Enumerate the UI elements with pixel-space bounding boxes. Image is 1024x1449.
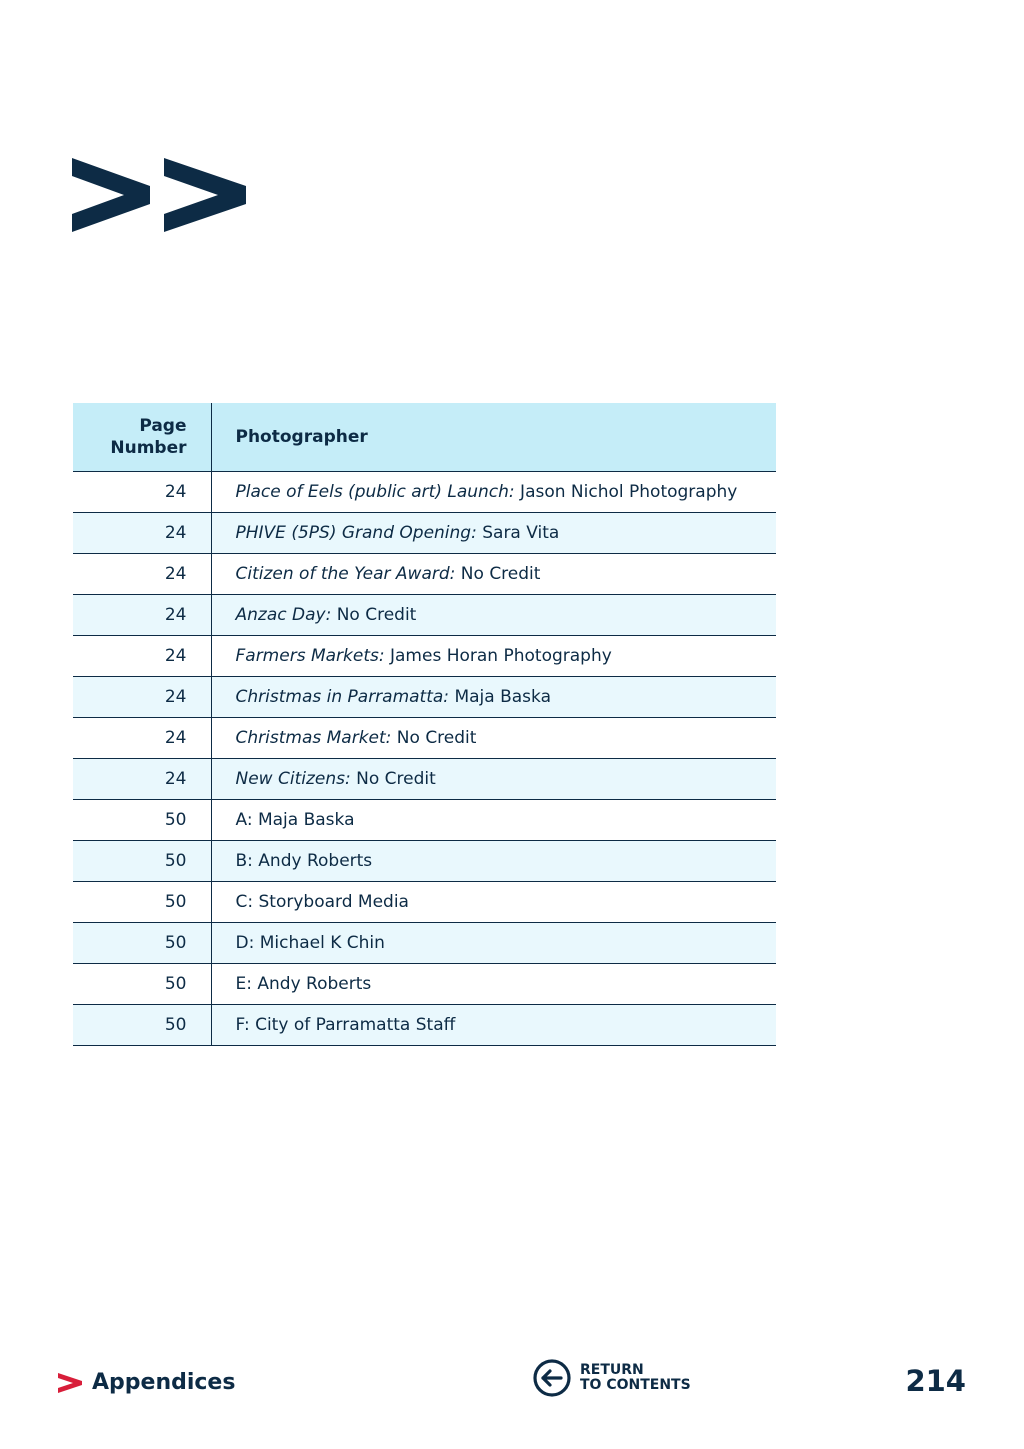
photographer-credit: No Credit — [350, 769, 436, 789]
event-name: Anzac Day: — [235, 605, 332, 625]
page-number-cell: 24 — [73, 595, 211, 636]
photographer-cell — [211, 677, 776, 718]
table-row — [73, 472, 776, 513]
photographer-cell — [211, 1005, 776, 1046]
photographer-credit: A: Maja Baska — [235, 810, 355, 830]
section-label: Appendices — [92, 1370, 236, 1395]
double-chevron-icon — [72, 158, 248, 232]
table-row — [73, 1005, 776, 1046]
event-name: PHIVE (5PS) Grand Opening: — [235, 523, 477, 543]
photographer-cell — [211, 800, 776, 841]
table-row — [73, 759, 776, 800]
page-number-cell: 50 — [73, 800, 211, 841]
event-name: New Citizens: — [235, 769, 351, 789]
photographer-cell — [211, 964, 776, 1005]
photographer-cell — [211, 636, 776, 677]
photographer-credit: E: Andy Roberts — [235, 974, 372, 994]
header-photographer: Photographer — [211, 403, 776, 472]
table-row — [73, 923, 776, 964]
event-name: Citizen of the Year Award: — [235, 564, 456, 584]
page-number-cell: 50 — [73, 882, 211, 923]
return-text-line2: TO CONTENTS — [580, 1377, 691, 1393]
table-row — [73, 841, 776, 882]
photographer-cell — [211, 513, 776, 554]
photographer-cell — [211, 554, 776, 595]
table-row — [73, 513, 776, 554]
photographer-credit: Jason Nichol Photography — [514, 482, 738, 502]
event-name: Farmers Markets: — [235, 646, 385, 666]
return-text — [580, 1363, 691, 1393]
red-chevron-icon — [58, 1373, 82, 1393]
event-name: Christmas Market: — [235, 728, 392, 748]
photographer-credit: Maja Baska — [449, 687, 551, 707]
page-number-cell: 24 — [73, 718, 211, 759]
table-row — [73, 677, 776, 718]
photographer-cell — [211, 841, 776, 882]
table-header-row — [73, 403, 776, 472]
table-row — [73, 800, 776, 841]
page-number-cell: 50 — [73, 964, 211, 1005]
photographer-cell — [211, 472, 776, 513]
table-row — [73, 964, 776, 1005]
table-row — [73, 554, 776, 595]
photographer-credit: No Credit — [391, 728, 477, 748]
page-number-cell: 50 — [73, 841, 211, 882]
page-number: 214 — [905, 1364, 966, 1398]
page-number-cell: 50 — [73, 1005, 211, 1046]
photographer-cell — [211, 718, 776, 759]
photographer-credit: Sara Vita — [476, 523, 560, 543]
event-name: Christmas in Parramatta: — [235, 687, 450, 707]
table-row — [73, 882, 776, 923]
photographer-credit: No Credit — [331, 605, 417, 625]
header-page-number — [73, 403, 211, 472]
return-text-line1: RETURN — [580, 1362, 644, 1378]
photographer-credit: B: Andy Roberts — [235, 851, 373, 871]
table-body — [73, 472, 776, 1046]
page-number-cell: 24 — [73, 636, 211, 677]
table-row — [73, 718, 776, 759]
page-number-cell: 24 — [73, 759, 211, 800]
photographer-cell — [211, 595, 776, 636]
page-number-cell: 24 — [73, 554, 211, 595]
table-row — [73, 636, 776, 677]
photographer-credit: No Credit — [455, 564, 541, 584]
photographer-credit: James Horan Photography — [384, 646, 612, 666]
event-name: Place of Eels (public art) Launch: — [235, 482, 515, 502]
table-row — [73, 595, 776, 636]
photographer-cell — [211, 759, 776, 800]
return-to-contents-link[interactable] — [532, 1358, 691, 1398]
photographer-cell — [211, 882, 776, 923]
photo-credits-table — [73, 403, 776, 1046]
photographer-credit: D: Michael K Chin — [235, 933, 385, 953]
page-number-cell: 50 — [73, 923, 211, 964]
page-number-cell: 24 — [73, 472, 211, 513]
photographer-credit: C: Storyboard Media — [235, 892, 409, 912]
footer-section — [58, 1370, 235, 1395]
page-number-cell: 24 — [73, 513, 211, 554]
header-page-number-label: Page Number — [110, 416, 187, 458]
arrow-left-circle-icon — [532, 1358, 572, 1398]
photographer-credit: F: City of Parramatta Staff — [235, 1015, 456, 1035]
page-number-cell: 24 — [73, 677, 211, 718]
photographer-cell — [211, 923, 776, 964]
